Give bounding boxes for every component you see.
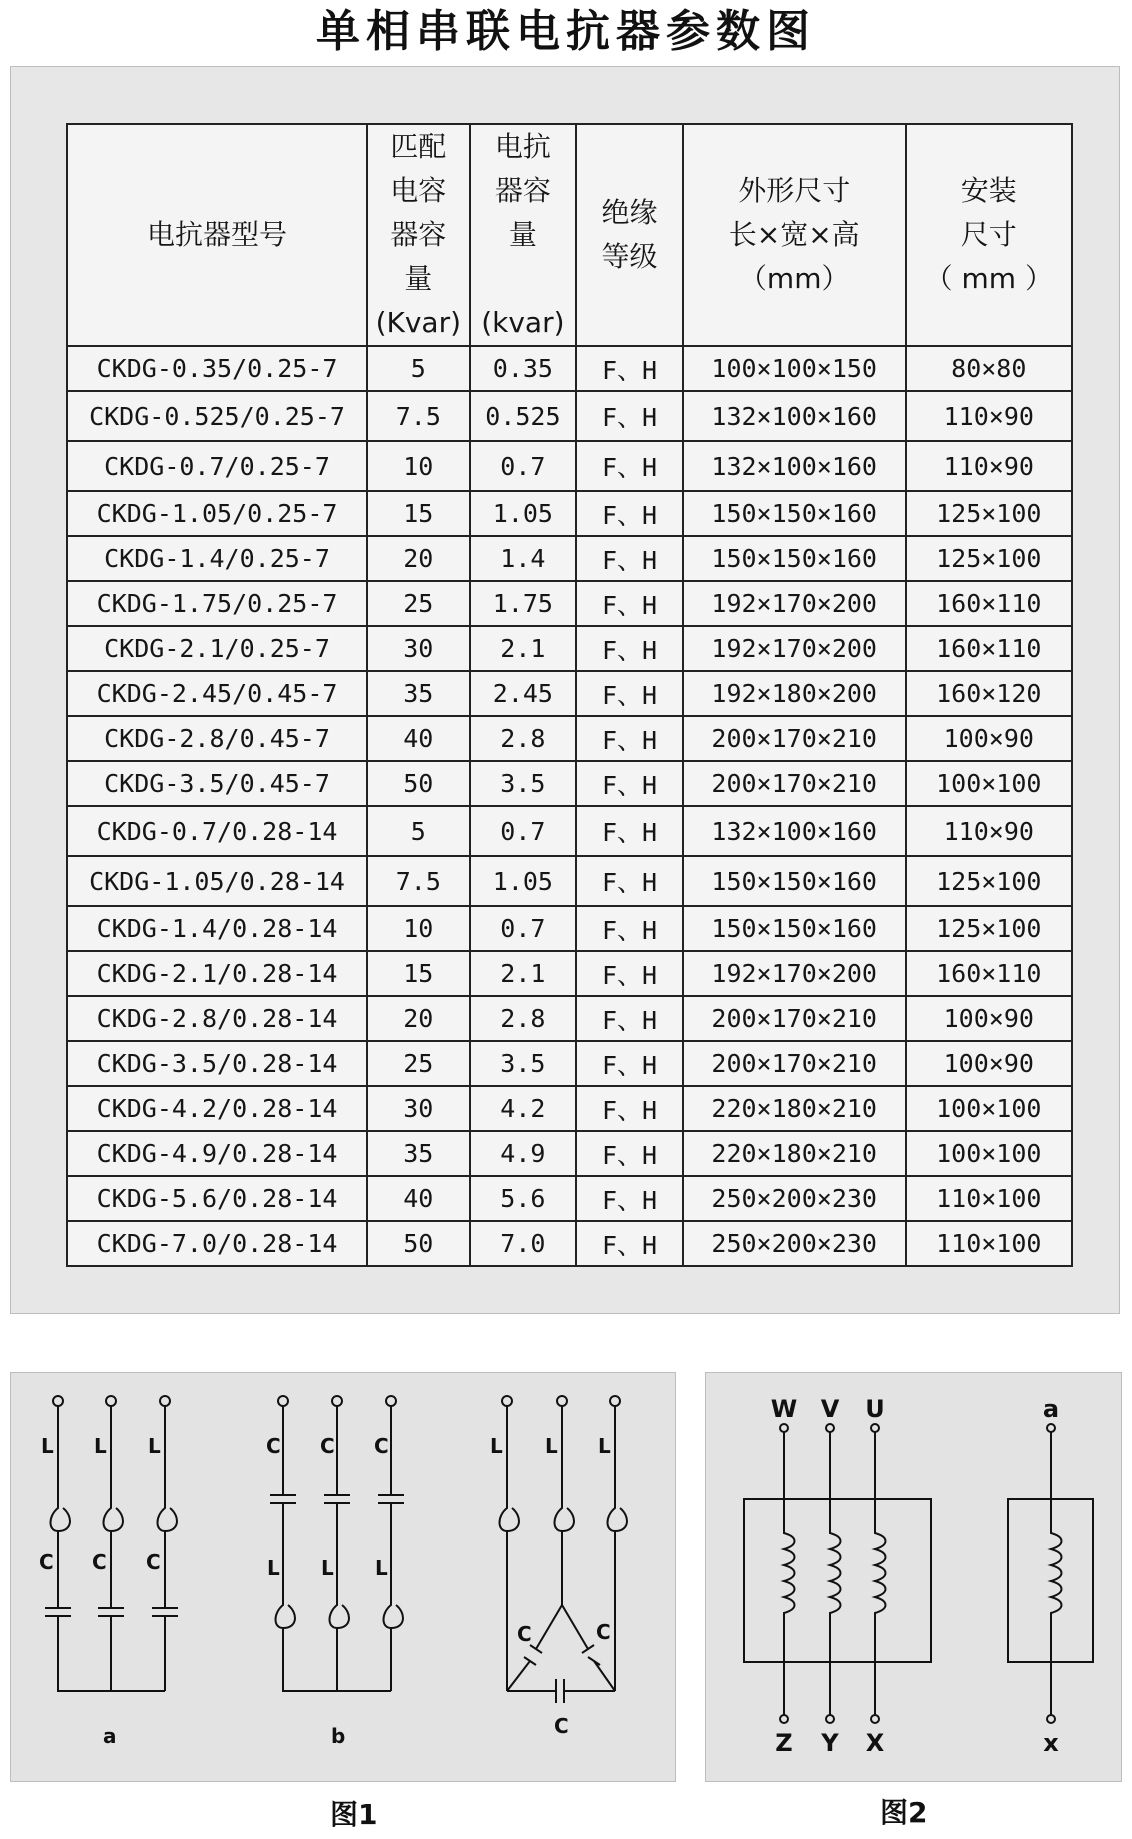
cell-reactor-capacity: 2.8: [470, 716, 577, 761]
three-phase-windings: [784, 1431, 886, 1715]
label-L: L: [598, 1434, 611, 1458]
label-L: L: [490, 1434, 503, 1458]
cell-insulation: F、H: [576, 491, 683, 536]
cell-capacitor-capacity: 5: [367, 806, 470, 856]
parameter-table: [66, 123, 1073, 1267]
cell-mounting-size: 160×120: [906, 671, 1072, 716]
cell-insulation: F、H: [576, 906, 683, 951]
table-row: [67, 491, 1072, 536]
cell-reactor-capacity: 1.75: [470, 581, 577, 626]
cell-capacitor-capacity: 35: [367, 671, 470, 716]
cell-insulation: F、H: [576, 391, 683, 441]
cell-capacitor-capacity: 50: [367, 1221, 470, 1266]
cell-reactor-capacity: 1.4: [470, 536, 577, 581]
cell-insulation: F、H: [576, 1086, 683, 1131]
header-line: 电抗: [494, 130, 551, 163]
cell-dimensions: 132×100×160: [683, 391, 906, 441]
table-row: [67, 906, 1072, 951]
label-C: C: [39, 1550, 54, 1574]
cell-insulation: F、H: [576, 1221, 683, 1266]
cell-capacitor-capacity: 40: [367, 1176, 470, 1221]
table-row: [67, 761, 1072, 806]
header-line: 电容: [390, 174, 447, 207]
label-C: C: [596, 1620, 611, 1644]
cell-dimensions: 150×150×160: [683, 856, 906, 906]
cell-insulation: F、H: [576, 1131, 683, 1176]
figure1-diagram: [11, 1373, 677, 1783]
cell-reactor-capacity: 7.0: [470, 1221, 577, 1266]
cell-reactor-capacity: 1.05: [470, 491, 577, 536]
cell-dimensions: 200×170×210: [683, 1041, 906, 1086]
cell-model: CKDG-3.5/0.28-14: [67, 1041, 367, 1086]
terminal-z: Z: [775, 1729, 793, 1757]
cell-mounting-size: 100×100: [906, 1131, 1072, 1176]
cell-capacitor-capacity: 10: [367, 441, 470, 491]
cell-capacitor-capacity: 25: [367, 1041, 470, 1086]
header-dimensions: [683, 124, 906, 346]
table-row: [67, 671, 1072, 716]
cell-capacitor-capacity: 15: [367, 951, 470, 996]
cell-model: CKDG-0.7/0.25-7: [67, 441, 367, 491]
cell-reactor-capacity: 0.525: [470, 391, 577, 441]
cell-capacitor-capacity: 7.5: [367, 391, 470, 441]
table-row: [67, 951, 1072, 996]
cell-mounting-size: 110×90: [906, 806, 1072, 856]
cell-insulation: F、H: [576, 581, 683, 626]
cell-mounting-size: 110×90: [906, 391, 1072, 441]
cell-model: CKDG-5.6/0.28-14: [67, 1176, 367, 1221]
parameter-table-panel: [10, 66, 1120, 1314]
table-header-row: [67, 124, 1072, 346]
cell-capacitor-capacity: 20: [367, 536, 470, 581]
cell-reactor-capacity: 0.35: [470, 346, 577, 391]
cell-dimensions: 220×180×210: [683, 1086, 906, 1131]
terminal-x-lower: x: [1043, 1729, 1059, 1757]
cell-model: CKDG-4.9/0.28-14: [67, 1131, 367, 1176]
cell-mounting-size: 160×110: [906, 951, 1072, 996]
cell-insulation: F、H: [576, 441, 683, 491]
label-L: L: [148, 1434, 161, 1458]
cell-dimensions: 192×170×200: [683, 581, 906, 626]
cell-model: CKDG-2.1/0.28-14: [67, 951, 367, 996]
cell-capacitor-capacity: 30: [367, 626, 470, 671]
cell-reactor-capacity: 3.5: [470, 1041, 577, 1086]
figure2-panel: [705, 1372, 1122, 1782]
label-L: L: [545, 1434, 558, 1458]
cell-mounting-size: 110×100: [906, 1176, 1072, 1221]
figure1-caption: 图1: [330, 1798, 378, 1831]
terminal-u: U: [865, 1395, 885, 1423]
cell-model: CKDG-4.2/0.28-14: [67, 1086, 367, 1131]
table-row: [67, 716, 1072, 761]
cell-capacitor-capacity: 50: [367, 761, 470, 806]
single-phase-winding: [1051, 1431, 1062, 1715]
cell-capacitor-capacity: 40: [367, 716, 470, 761]
cell-capacitor-capacity: 20: [367, 996, 470, 1041]
cell-dimensions: 250×200×230: [683, 1176, 906, 1221]
header-reactor-capacity: [470, 124, 577, 346]
cell-capacitor-capacity: 5: [367, 346, 470, 391]
header-line: （ mm ）: [924, 262, 1053, 295]
terminal-a: a: [1042, 1395, 1060, 1423]
header-capacitor-capacity: [367, 124, 470, 346]
header-model: [67, 124, 367, 346]
header-line: 外形尺寸: [738, 174, 851, 207]
cell-mounting-size: 110×100: [906, 1221, 1072, 1266]
cell-insulation: F、H: [576, 346, 683, 391]
header-insulation-class: [576, 124, 683, 346]
label-C: C: [146, 1550, 161, 1574]
cell-dimensions: 200×170×210: [683, 716, 906, 761]
figure2-caption: 图2: [880, 1796, 928, 1829]
cell-reactor-capacity: 4.2: [470, 1086, 577, 1131]
header-line: 等级: [601, 240, 658, 273]
cell-mounting-size: 100×90: [906, 716, 1072, 761]
cell-model: CKDG-0.7/0.28-14: [67, 806, 367, 856]
cell-capacitor-capacity: 25: [367, 581, 470, 626]
cell-dimensions: 132×100×160: [683, 441, 906, 491]
cell-model: CKDG-2.45/0.45-7: [67, 671, 367, 716]
subfigure-b-label: b: [331, 1724, 346, 1748]
cell-mounting-size: 100×90: [906, 996, 1072, 1041]
cell-reactor-capacity: 3.5: [470, 761, 577, 806]
cell-model: CKDG-2.8/0.28-14: [67, 996, 367, 1041]
page-title: 单相串联电抗器参数图: [316, 6, 816, 57]
table-row: [67, 1041, 1072, 1086]
table-row: [67, 581, 1072, 626]
cell-model: CKDG-7.0/0.28-14: [67, 1221, 367, 1266]
cell-dimensions: 192×180×200: [683, 671, 906, 716]
figure1-panel: [10, 1372, 676, 1782]
cell-insulation: F、H: [576, 806, 683, 856]
cell-dimensions: 100×100×150: [683, 346, 906, 391]
label-C: C: [517, 1622, 532, 1646]
header-line: [471, 257, 576, 301]
cell-mounting-size: 160×110: [906, 626, 1072, 671]
header-mounting-size: [906, 124, 1072, 346]
label-L: L: [41, 1434, 54, 1458]
header-line: 绝缘: [601, 196, 658, 229]
cell-dimensions: 200×170×210: [683, 761, 906, 806]
header-line: 量: [404, 262, 433, 295]
cell-mounting-size: 80×80: [906, 346, 1072, 391]
table-row: [67, 856, 1072, 906]
table-row: [67, 391, 1072, 441]
table-row: [67, 346, 1072, 391]
cell-capacitor-capacity: 10: [367, 906, 470, 951]
table-row: [67, 441, 1072, 491]
cell-reactor-capacity: 4.9: [470, 1131, 577, 1176]
table-row: [67, 1131, 1072, 1176]
cell-insulation: F、H: [576, 671, 683, 716]
cell-mounting-size: 100×100: [906, 1086, 1072, 1131]
cell-reactor-capacity: 1.05: [470, 856, 577, 906]
cell-dimensions: 150×150×160: [683, 491, 906, 536]
cell-reactor-capacity: 2.8: [470, 996, 577, 1041]
label-C: C: [554, 1714, 569, 1738]
header-line: 尺寸: [960, 218, 1017, 251]
cell-dimensions: 200×170×210: [683, 996, 906, 1041]
table-row: [67, 536, 1072, 581]
figure2-diagram: [706, 1373, 1123, 1783]
cell-model: CKDG-2.1/0.25-7: [67, 626, 367, 671]
label-L: L: [267, 1556, 280, 1580]
cell-dimensions: 150×150×160: [683, 536, 906, 581]
table-row: [67, 1176, 1072, 1221]
table-row: [67, 996, 1072, 1041]
label-L: L: [375, 1556, 388, 1580]
cell-model: CKDG-1.4/0.28-14: [67, 906, 367, 951]
table-row: [67, 1221, 1072, 1266]
cell-dimensions: 150×150×160: [683, 906, 906, 951]
cell-mounting-size: 125×100: [906, 856, 1072, 906]
cell-dimensions: 192×170×200: [683, 951, 906, 996]
cell-model: CKDG-1.75/0.25-7: [67, 581, 367, 626]
cell-capacitor-capacity: 30: [367, 1086, 470, 1131]
header-line: (Kvar): [375, 306, 462, 339]
cell-mounting-size: 125×100: [906, 491, 1072, 536]
cell-mounting-size: 125×100: [906, 536, 1072, 581]
table-row: [67, 806, 1072, 856]
header-line: 量: [508, 218, 537, 251]
cell-model: CKDG-1.4/0.25-7: [67, 536, 367, 581]
cell-model: CKDG-0.35/0.25-7: [67, 346, 367, 391]
label-C: C: [374, 1434, 389, 1458]
cell-insulation: F、H: [576, 1041, 683, 1086]
cell-reactor-capacity: 2.45: [470, 671, 577, 716]
cell-mounting-size: 100×100: [906, 761, 1072, 806]
subfigure-a-label: a: [103, 1724, 117, 1748]
cell-reactor-capacity: 5.6: [470, 1176, 577, 1221]
cell-mounting-size: 160×110: [906, 581, 1072, 626]
header-line: 器容: [390, 218, 447, 251]
cell-insulation: F、H: [576, 996, 683, 1041]
cell-mounting-size: 110×90: [906, 441, 1072, 491]
cell-capacitor-capacity: 35: [367, 1131, 470, 1176]
header-line: 长×宽×高: [728, 218, 860, 251]
header-line: 匹配: [390, 130, 447, 163]
cell-reactor-capacity: 0.7: [470, 906, 577, 951]
cell-mounting-size: 125×100: [906, 906, 1072, 951]
cell-reactor-capacity: 2.1: [470, 626, 577, 671]
cell-insulation: F、H: [576, 716, 683, 761]
header-line: 器容: [494, 174, 551, 207]
label-L: L: [94, 1434, 107, 1458]
cell-model: CKDG-1.05/0.25-7: [67, 491, 367, 536]
cell-insulation: F、H: [576, 856, 683, 906]
cell-insulation: F、H: [576, 951, 683, 996]
terminal-x: X: [865, 1729, 885, 1757]
label-C: C: [266, 1434, 281, 1458]
cell-model: CKDG-0.525/0.25-7: [67, 391, 367, 441]
cell-dimensions: 250×200×230: [683, 1221, 906, 1266]
label-C: C: [320, 1434, 335, 1458]
terminal-v: V: [820, 1395, 840, 1423]
cell-insulation: F、H: [576, 536, 683, 581]
cell-model: CKDG-3.5/0.45-7: [67, 761, 367, 806]
cell-dimensions: 220×180×210: [683, 1131, 906, 1176]
label-L: L: [321, 1556, 334, 1580]
cell-model: CKDG-1.05/0.28-14: [67, 856, 367, 906]
header-line: (kvar): [481, 306, 565, 339]
cell-insulation: F、H: [576, 761, 683, 806]
header-line: 安装: [960, 174, 1017, 207]
cell-insulation: F、H: [576, 626, 683, 671]
table-row: [67, 626, 1072, 671]
cell-mounting-size: 100×90: [906, 1041, 1072, 1086]
cell-reactor-capacity: 2.1: [470, 951, 577, 996]
label-C: C: [92, 1550, 107, 1574]
cell-insulation: F、H: [576, 1176, 683, 1221]
cell-capacitor-capacity: 7.5: [367, 856, 470, 906]
header-line: （mm）: [738, 262, 850, 295]
cell-dimensions: 132×100×160: [683, 806, 906, 856]
cell-dimensions: 192×170×200: [683, 626, 906, 671]
header-line: 电抗器型号: [147, 218, 288, 251]
cell-reactor-capacity: 0.7: [470, 806, 577, 856]
cell-model: CKDG-2.8/0.45-7: [67, 716, 367, 761]
terminal-w: W: [770, 1395, 798, 1423]
cell-capacitor-capacity: 15: [367, 491, 470, 536]
table-row: [67, 1086, 1072, 1131]
cell-reactor-capacity: 0.7: [470, 441, 577, 491]
terminal-y: Y: [821, 1729, 839, 1757]
